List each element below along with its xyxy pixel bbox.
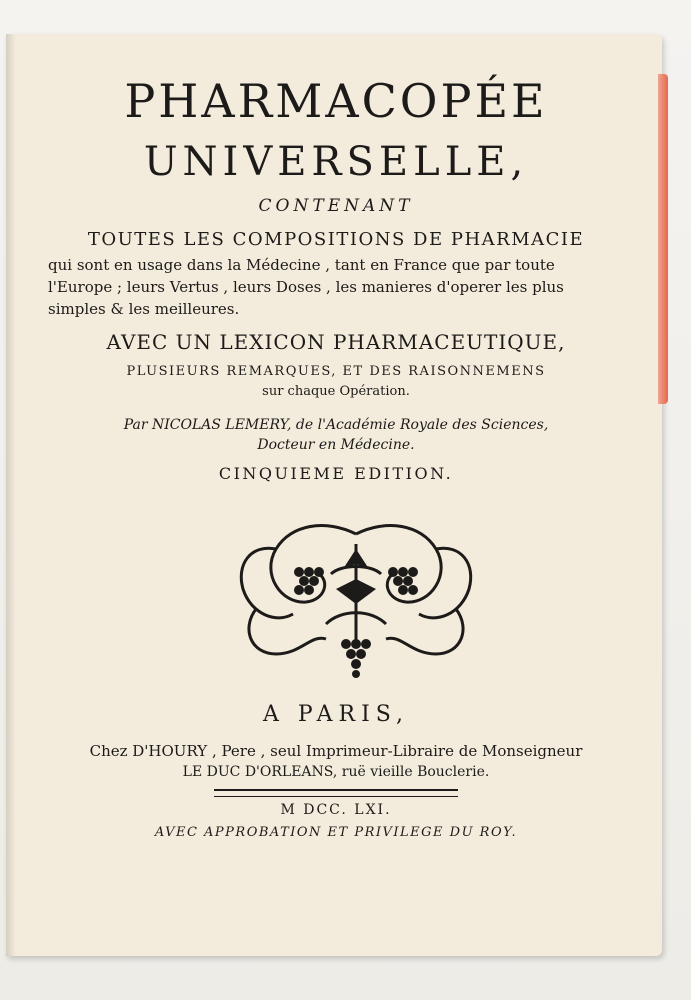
operation-line: sur chaque Opération. (262, 384, 410, 399)
doctor-line: Docteur en Médecine. (257, 437, 415, 453)
subtitle: TOUTES LES COMPOSITIONS DE PHARMACIE (87, 229, 585, 250)
publisher-line: Chez D'HOURY , Pere , seul Imprimeur-Libraire de Monseigneur (89, 742, 583, 760)
spine-shadow (6, 34, 16, 956)
description-line: l'Europe ; leurs Vertus , leurs Doses , les manieres d'operer les plus (48, 278, 564, 296)
book-title-page (6, 34, 662, 956)
date-line: M DCC. LXI. (280, 802, 392, 818)
publisher-address-line: LE DUC D'ORLEANS, ruë vieille Bouclerie. (182, 764, 490, 780)
red-page-edge (658, 74, 668, 404)
description-text (48, 254, 638, 320)
approbation-line: AVEC APPROBATION ET PRIVILEGE DU ROY. (154, 825, 518, 840)
contenant-line: CONTENANT (258, 196, 414, 216)
grape-vine-ornament-icon (231, 514, 481, 689)
description-line: qui sont en usage dans la Médecine , tant en France que par toute (48, 256, 555, 274)
edition-line: CINQUIEME EDITION. (218, 464, 454, 483)
remarques-line: PLUSIEURS REMARQUES, ET DES RAISONNEMENS (126, 364, 546, 379)
description-line: simples & les meilleures. (48, 300, 240, 318)
main-title-second-line: UNIVERSELLE, (143, 139, 529, 185)
place-line: A PARIS, (262, 702, 410, 727)
double-rule-divider (214, 789, 458, 797)
author-line: Par NICOLAS LEMERY, de l'Académie Royale des Sciences, (123, 417, 549, 433)
main-title: PHARMACOPÉE (124, 74, 548, 128)
lexicon-line: AVEC UN LEXICON PHARMACEUTIQUE, (106, 330, 566, 354)
